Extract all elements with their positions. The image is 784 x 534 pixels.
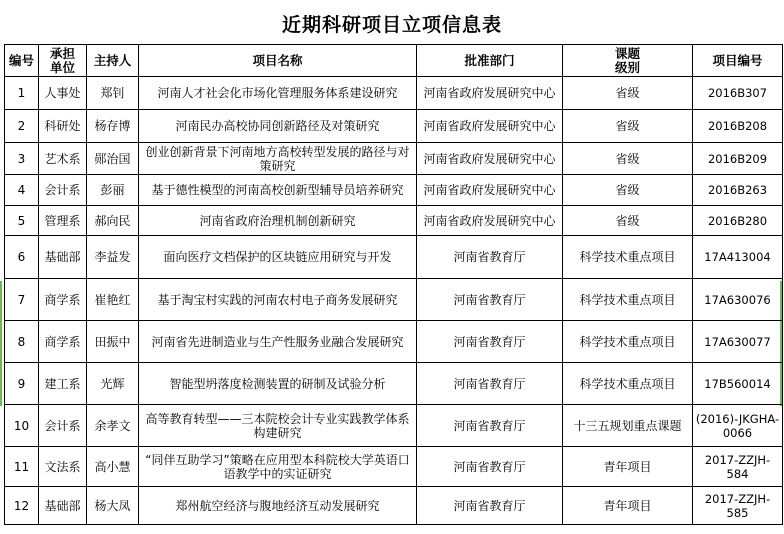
cell-dept: 河南省教育厅 [417, 405, 563, 447]
cell-code: 17A413004 [693, 236, 783, 279]
cell-host: 郝向民 [87, 206, 139, 236]
table-row [5, 77, 783, 110]
cell-host: 田振中 [87, 321, 139, 363]
cell-no: 11 [5, 447, 39, 487]
cell-level: 省级 [563, 175, 693, 206]
cell-level: 科学技术重点项目 [563, 236, 693, 279]
header-level: 课题 级别 [563, 45, 693, 77]
cell-project: “同伴互助学习”策略在应用型本科院校大学英语口语教学中的实证研究 [139, 447, 417, 487]
project-table [4, 44, 783, 525]
cell-code: (2016)-JKGHA-0066 [693, 405, 783, 447]
cell-level: 科学技术重点项目 [563, 363, 693, 405]
header-project: 项目名称 [139, 45, 417, 77]
cell-level: 青年项目 [563, 487, 693, 525]
cell-project: 高等教育转型——三本院校会计专业实践教学体系构建研究 [139, 405, 417, 447]
cell-unit: 人事处 [39, 77, 87, 110]
cell-unit: 建工系 [39, 363, 87, 405]
cell-unit: 会计系 [39, 405, 87, 447]
cell-code: 17A630076 [693, 279, 783, 321]
cell-project: 基于淘宝村实践的河南农村电子商务发展研究 [139, 279, 417, 321]
cell-host: 高小慧 [87, 447, 139, 487]
header-host: 主持人 [87, 45, 139, 77]
cell-dept: 河南省政府发展研究中心 [417, 206, 563, 236]
cell-project: 智能型坍落度检测装置的研制及试验分析 [139, 363, 417, 405]
cell-level: 十三五规划重点课题 [563, 405, 693, 447]
cell-unit: 基础部 [39, 487, 87, 525]
cell-dept: 河南省政府发展研究中心 [417, 110, 563, 143]
cell-host: 余孝文 [87, 405, 139, 447]
cell-code: 2016B208 [693, 110, 783, 143]
table-row [5, 405, 783, 447]
cell-project: 创业创新背景下河南地方高校转型发展的路径与对策研究 [139, 143, 417, 175]
cell-code: 2016B280 [693, 206, 783, 236]
cell-level: 省级 [563, 206, 693, 236]
cell-no: 12 [5, 487, 39, 525]
cell-no: 4 [5, 175, 39, 206]
cell-code: 2017-ZZJH-584 [693, 447, 783, 487]
cell-project: 基于德性模型的河南高校创新型辅导员培养研究 [139, 175, 417, 206]
cell-code: 17A630077 [693, 321, 783, 363]
cell-dept: 河南省教育厅 [417, 236, 563, 279]
cell-level: 青年项目 [563, 447, 693, 487]
cell-no: 7 [5, 279, 39, 321]
cell-project: 河南省先进制造业与生产性服务业融合发展研究 [139, 321, 417, 363]
cell-dept: 河南省教育厅 [417, 487, 563, 525]
cell-host: 郑钊 [87, 77, 139, 110]
cell-host: 崔艳红 [87, 279, 139, 321]
table-row [5, 321, 783, 363]
cell-code: 2016B307 [693, 77, 783, 110]
header-code: 项目编号 [693, 45, 783, 77]
table-row [5, 487, 783, 525]
cell-no: 8 [5, 321, 39, 363]
cell-unit: 商学系 [39, 321, 87, 363]
cell-host: 光辉 [87, 363, 139, 405]
cell-code: 2016B209 [693, 143, 783, 175]
cell-project: 郑州航空经济与腹地经济互动发展研究 [139, 487, 417, 525]
header-row [5, 45, 783, 77]
cell-level: 科学技术重点项目 [563, 321, 693, 363]
cell-code: 2017-ZZJH-585 [693, 487, 783, 525]
cell-project: 河南省政府治理机制创新研究 [139, 206, 417, 236]
table-row [5, 110, 783, 143]
cell-unit: 科研处 [39, 110, 87, 143]
cell-no: 9 [5, 363, 39, 405]
cell-no: 3 [5, 143, 39, 175]
cell-host: 郧治国 [87, 143, 139, 175]
cell-level: 省级 [563, 110, 693, 143]
cell-dept: 河南省政府发展研究中心 [417, 77, 563, 110]
cell-host: 彭丽 [87, 175, 139, 206]
table-row [5, 236, 783, 279]
cell-dept: 河南省教育厅 [417, 279, 563, 321]
table-row [5, 447, 783, 487]
table-row [5, 363, 783, 405]
cell-host: 李益发 [87, 236, 139, 279]
cell-unit: 商学系 [39, 279, 87, 321]
cell-unit: 会计系 [39, 175, 87, 206]
row-highlight-left [0, 281, 2, 406]
table-row [5, 175, 783, 206]
cell-dept: 河南省政府发展研究中心 [417, 143, 563, 175]
header-no: 编号 [5, 45, 39, 77]
cell-no: 1 [5, 77, 39, 110]
cell-project: 面向医疗文档保护的区块链应用研究与开发 [139, 236, 417, 279]
cell-dept: 河南省教育厅 [417, 363, 563, 405]
table-row [5, 206, 783, 236]
cell-code: 2016B263 [693, 175, 783, 206]
cell-unit: 艺术系 [39, 143, 87, 175]
page-title: 近期科研项目立项信息表 [281, 14, 502, 36]
table-row [5, 279, 783, 321]
cell-host: 杨存博 [87, 110, 139, 143]
cell-level: 省级 [563, 143, 693, 175]
cell-no: 6 [5, 236, 39, 279]
header-unit: 承担 单位 [39, 45, 87, 77]
cell-level: 省级 [563, 77, 693, 110]
cell-project: 河南民办高校协同创新路径及对策研究 [139, 110, 417, 143]
cell-no: 5 [5, 206, 39, 236]
cell-unit: 管理系 [39, 206, 87, 236]
cell-no: 10 [5, 405, 39, 447]
cell-dept: 河南省政府发展研究中心 [417, 175, 563, 206]
cell-level: 科学技术重点项目 [563, 279, 693, 321]
cell-dept: 河南省教育厅 [417, 447, 563, 487]
cell-unit: 基础部 [39, 236, 87, 279]
table-row [5, 143, 783, 175]
cell-code: 17B560014 [693, 363, 783, 405]
header-dept: 批准部门 [417, 45, 563, 77]
cell-no: 2 [5, 110, 39, 143]
cell-host: 杨大凤 [87, 487, 139, 525]
cell-unit: 文法系 [39, 447, 87, 487]
cell-project: 河南人才社会化市场化管理服务体系建设研究 [139, 77, 417, 110]
cell-dept: 河南省教育厅 [417, 321, 563, 363]
